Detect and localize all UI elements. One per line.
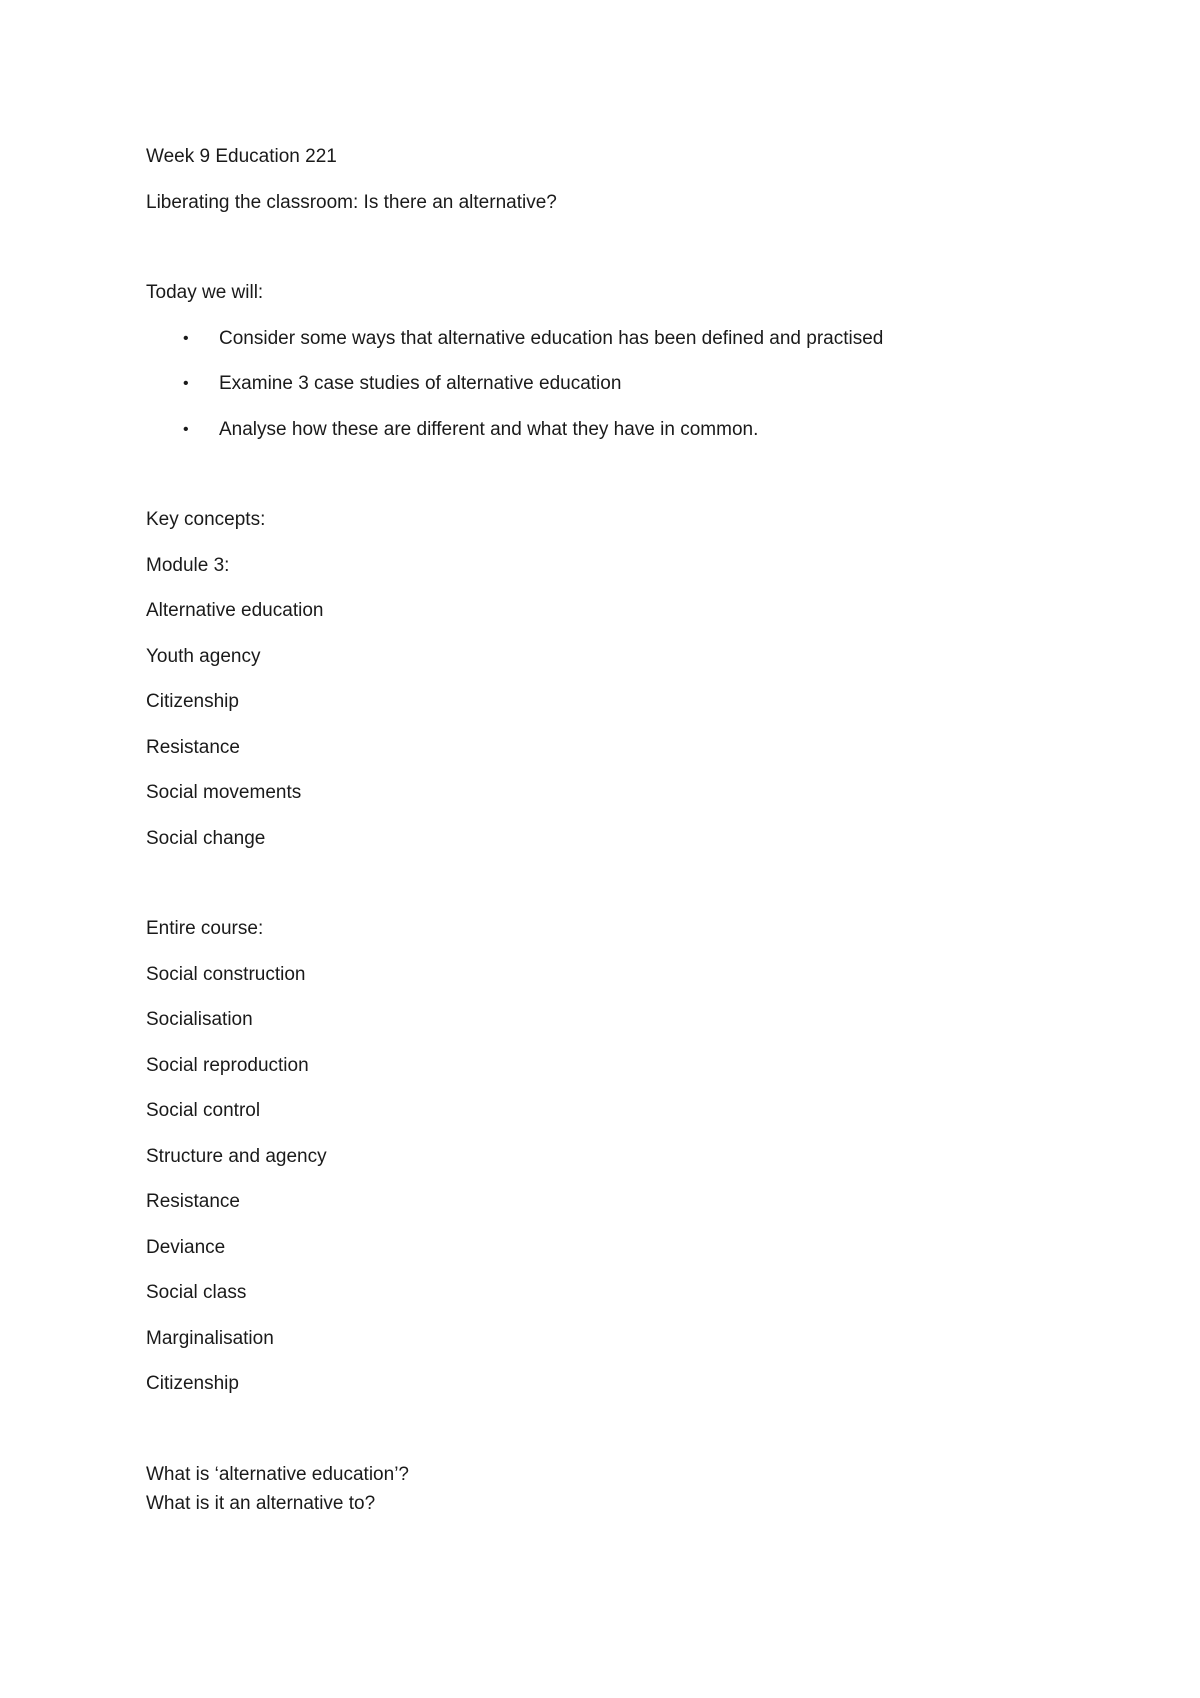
list-item-text: Examine 3 case studies of alternative education (219, 373, 622, 394)
today-heading: Today we will: (146, 282, 264, 303)
document-body (146, 146, 1106, 1538)
list-item (146, 419, 1106, 441)
list-item (146, 328, 1106, 350)
bullet-icon: • (183, 375, 189, 392)
key-concepts-heading: Key concepts: (146, 509, 266, 530)
module-concept: Youth agency (146, 645, 261, 667)
spacer (146, 1419, 1106, 1464)
module-concept: Social change (146, 827, 266, 849)
today-list (146, 328, 1106, 441)
course-concept: Marginalisation (146, 1327, 274, 1349)
module-heading: Module 3: (146, 554, 230, 576)
bullet-icon: • (183, 420, 189, 438)
course-concept: Resistance (146, 1191, 240, 1212)
bullet-icon: • (183, 329, 189, 347)
course-concept: Deviance (146, 1236, 226, 1258)
course-concept: Structure and agency (146, 1145, 327, 1167)
course-heading: Week 9 Education 221 (146, 146, 337, 167)
course-concept: Social construction (146, 963, 306, 985)
course-concept: Social class (146, 1282, 247, 1303)
course-concept: Social reproduction (146, 1054, 309, 1076)
module-concept: Social movements (146, 782, 302, 803)
list-item (146, 373, 1106, 395)
spacer (146, 873, 1106, 918)
question-line: What is it an alternative to? (146, 1492, 376, 1514)
module-concept: Resistance (146, 736, 240, 758)
list-item-text: Consider some ways that alternative education has been defined and practised (219, 327, 884, 349)
course-concept: Social control (146, 1100, 261, 1121)
course-concept: Socialisation (146, 1009, 253, 1030)
course-concepts-heading: Entire course: (146, 918, 264, 939)
course-concept: Citizenship (146, 1373, 239, 1394)
spacer (146, 464, 1106, 509)
list-item-text: Analyse how these are different and what they have in common. (219, 418, 759, 440)
lecture-title: Liberating the classroom: Is there an alternative? (146, 191, 557, 213)
spacer (146, 237, 1106, 282)
module-concept: Citizenship (146, 691, 239, 712)
module-concept: Alternative education (146, 600, 324, 621)
question-line: What is ‘alternative education’? (146, 1463, 409, 1485)
